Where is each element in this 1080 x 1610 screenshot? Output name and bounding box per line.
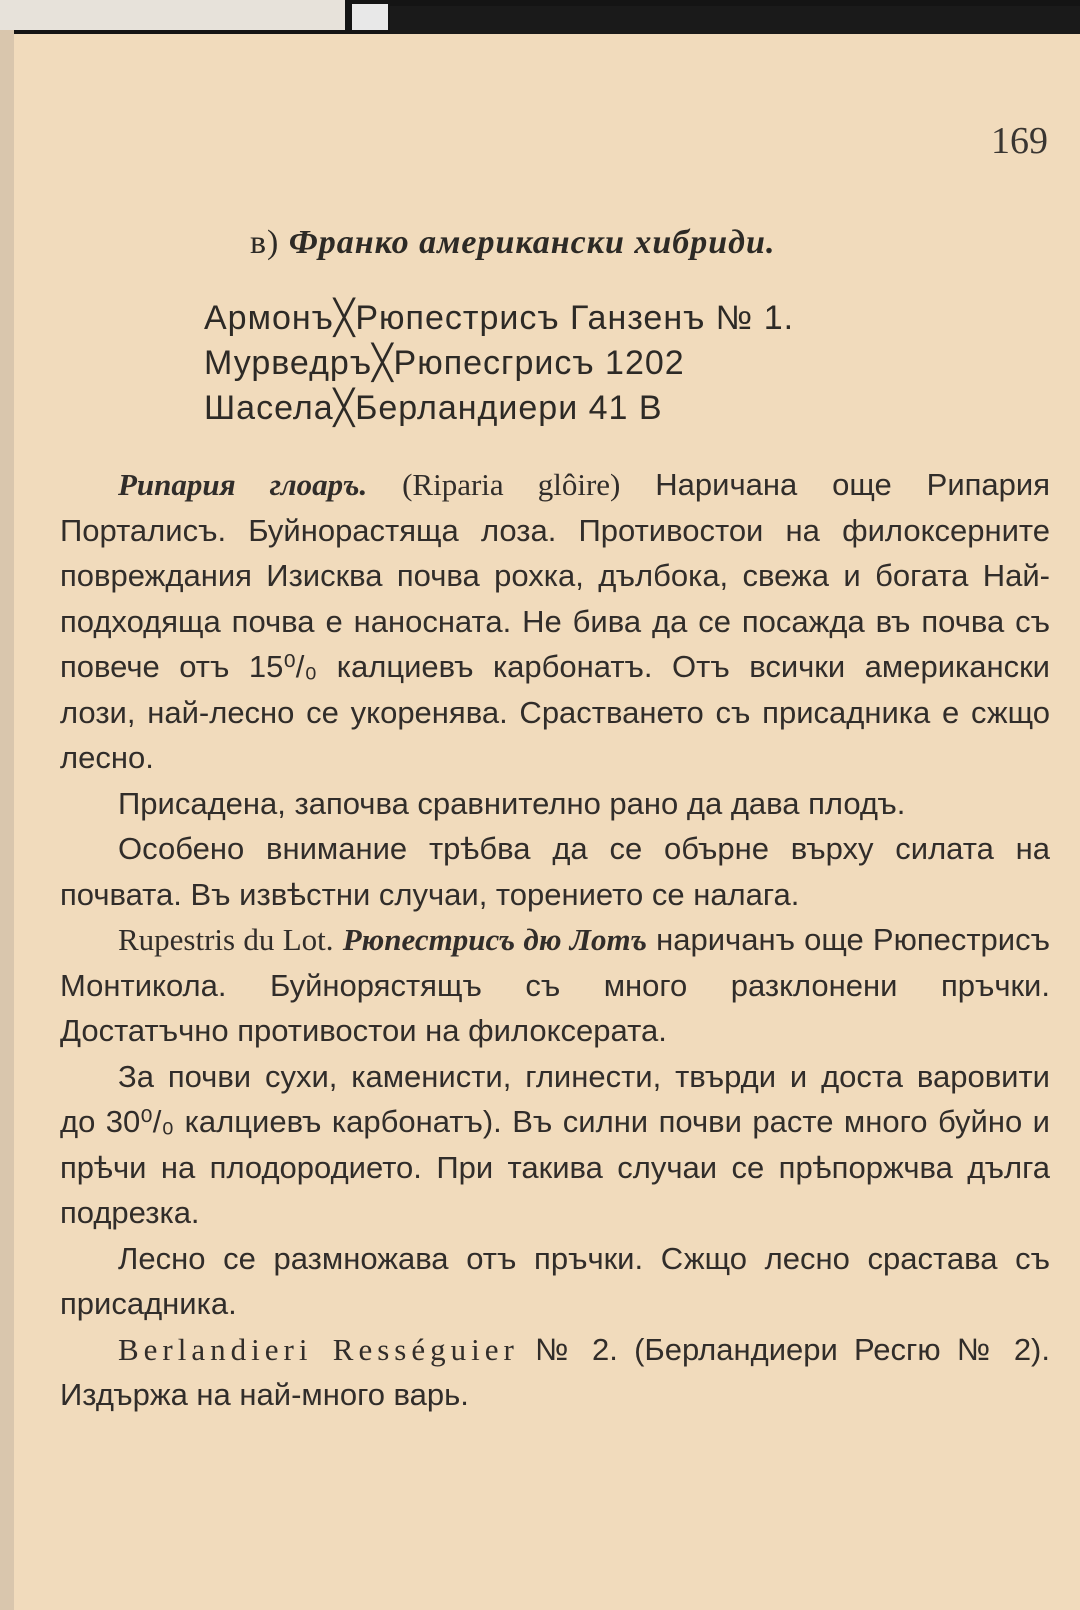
page-number: 169 xyxy=(991,120,1048,162)
variety-latin-name: Rupestris du Lot. xyxy=(118,922,334,957)
hybrid-item: Армонъ╳Рюпестрисъ Ганзенъ № 1. xyxy=(204,299,795,337)
paragraph-text: Наричана още Рипария Порталисъ. Буйнорастяща лоза. Противостои на филоксерните повреждания Изисква почва рохка, дълбока, свежа и богата Най-подходяща почва е наносната. Не бива да се посажда въ почва съ повече отъ 15⁰/₀ калциевъ карбонатъ. Отъ всички американски лози, най-лесно се укоренява. Срастването съ присадника е сжщо лесно. xyxy=(60,467,1051,775)
book-page xyxy=(14,34,1080,1610)
section-title xyxy=(250,224,775,262)
page-left-edge xyxy=(0,0,14,1610)
paragraph-soil-strength: Особено внимание трѣбва да се обърне върху силата на почвата. Въ извѣстни случаи, торението се налага. xyxy=(60,831,1050,912)
variety-name: Рипария глоаръ. xyxy=(118,467,368,502)
paragraph-riparia xyxy=(60,462,1050,781)
paragraph-propagation: Лесно се размножава отъ пръчки. Сжщо лесно срастава съ присадника. xyxy=(60,1240,1050,1321)
paragraph-soils: За почви сухи, каменисти, глинести, твърди и доста варовити до 30⁰/₀ калциевъ карбонатъ). Въ силни почви расте много буйно и прѣчи на плодородието. При такива случаи се прѣпоржчва дълга подрезка. xyxy=(60,1058,1050,1230)
hybrid-item: Шасела╳Берландиери 41 В xyxy=(204,389,663,427)
paragraph-text: № 2. (Берландиери Ресгю № 2). Издържа на най-много варь. xyxy=(60,1331,1050,1412)
scan-top-band-mid xyxy=(352,4,388,30)
paragraph-berlandieri xyxy=(60,1327,1050,1418)
paragraph-rupestris xyxy=(60,917,1050,1054)
body-text xyxy=(60,462,1050,1418)
variety-latin-name: (Riparia glôire) xyxy=(402,467,621,502)
scan-top-band-light xyxy=(0,0,345,30)
variety-name: Рюпестрисъ дю Лотъ xyxy=(342,922,647,957)
hybrid-list xyxy=(204,296,794,431)
section-title-text: Франко американски хибриди. xyxy=(288,224,776,261)
paragraph-text: наричанъ още Рюпестрисъ Монтикола. Буйнорястящъ съ много разклонени пръчки. Достатъчно противостои на филоксерата. xyxy=(60,922,1050,1048)
hybrid-item: Мурведръ╳Рюпесгрисъ 1202 xyxy=(204,344,685,382)
variety-latin-name: Berlandieri Rességuier xyxy=(118,1331,519,1367)
section-prefix: в) xyxy=(250,224,280,261)
paragraph-grafted: Присадена, започва сравнително рано да дава плодъ. xyxy=(118,785,906,821)
